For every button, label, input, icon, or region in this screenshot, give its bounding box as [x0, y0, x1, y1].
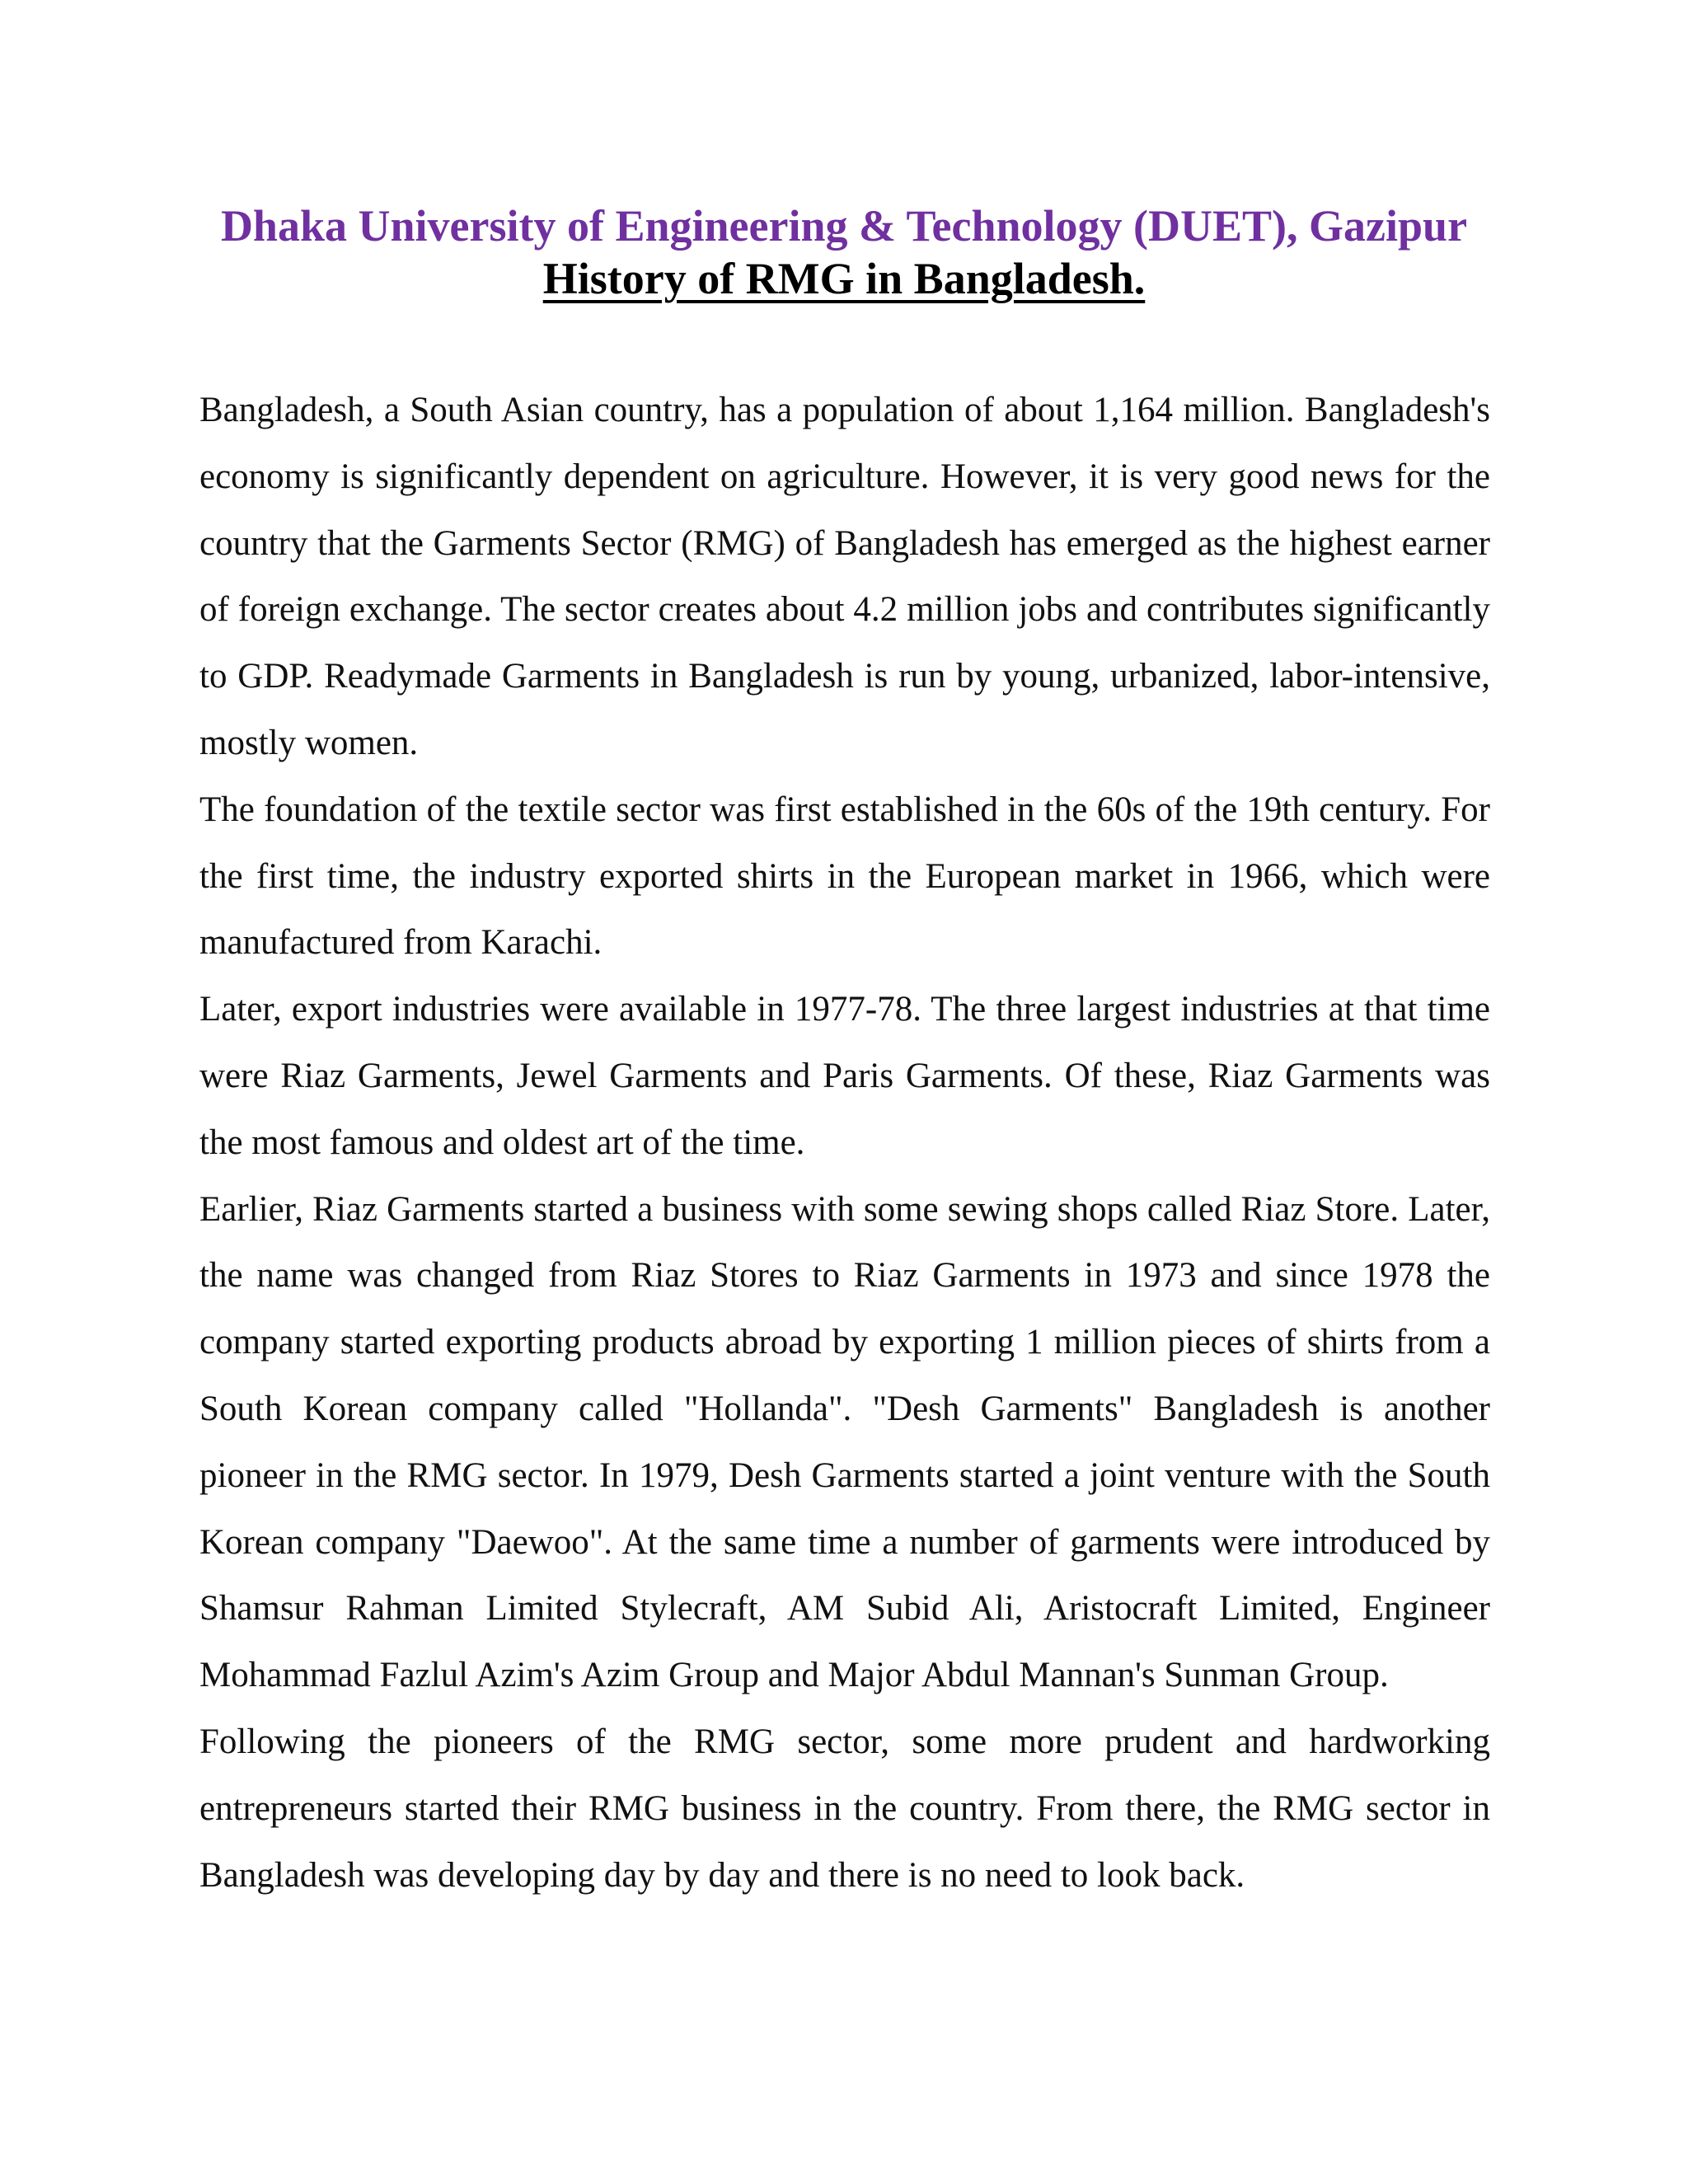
- document-body: [199, 377, 1490, 1909]
- paragraph-intro: Bangladesh, a South Asian country, has a population of about 1,164 million. Bangladesh's economy is significantly dependent on agriculture. However, it is very good news for the country that the Garments Sector (RMG) of Bangladesh has emerged as the highest earner of foreign exchange. The sector creates about 4.2 million jobs and contributes significantly to GDP. Readymade Garments in Bangladesh is run by young, urbanized, labor-intensive, mostly women.: [199, 391, 1490, 762]
- paragraph-export-industries: Later, export industries were available in 1977-78. The three largest industries at that time were Riaz Garments, Jewel Garments and Paris Garments. Of these, Riaz Garments was the most famous and oldest art of the time.: [199, 990, 1490, 1162]
- institution-name: Dhaka University of Engineering & Technology (DUET), Gazipur: [220, 201, 1468, 251]
- paragraph-riaz-garments: Earlier, Riaz Garments started a business with some sewing shops called Riaz Store. Later, the name was changed from Riaz Stores to Riaz Garments in 1973 and since 1978 the company started exporting products abroad by exporting 1 million pieces of shirts from a South Korean company called "Hollanda". "Desh Garments" Bangladesh is another pioneer in the RMG sector. In 1979, Desh Garments started a joint venture with the South Korean company "Daewoo". At the same time a number of garments were introduced by Shamsur Rahman Limited Stylecraft, AM Subid Ali, Aristocraft Limited, Engineer Mohammad Fazlul Azim's Azim Group and Major Abdul Mannan's Sunman Group.: [199, 1189, 1490, 1695]
- paragraph-later-entrepreneurs: Following the pioneers of the RMG sector, some more prudent and hardworking entrepreneurs started their RMG business in the country. From there, the RMG sector in Bangladesh was developing day by day and there is no need to look back.: [199, 1722, 1490, 1895]
- document-title: History of RMG in Bangladesh.: [542, 254, 1146, 303]
- paragraph-foundation: The foundation of the textile sector was first established in the 60s of the 19th century. For the first time, the industry exported shirts in the European market in 1966, which were manufactured from Karachi.: [199, 790, 1490, 963]
